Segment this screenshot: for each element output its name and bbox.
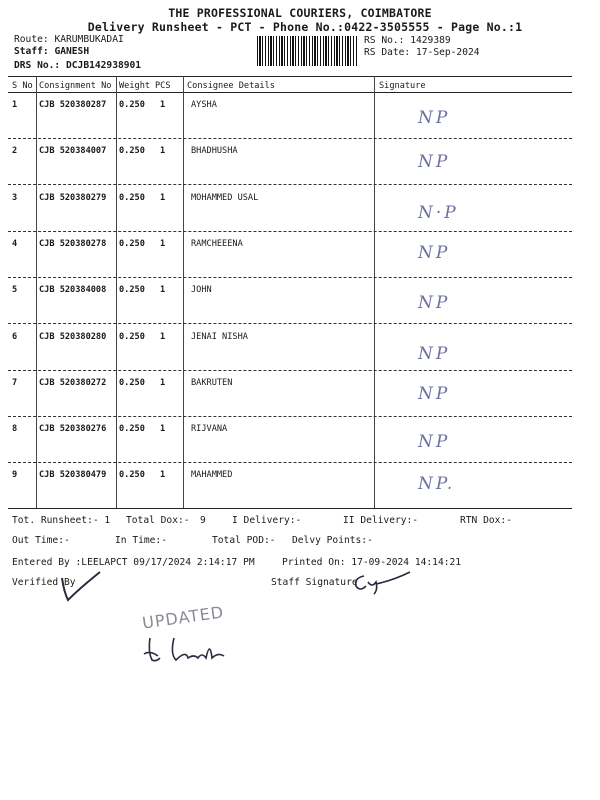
- staff-signature-label: Staff Signature: [271, 577, 358, 588]
- row-separator: [8, 231, 572, 232]
- row-signature: NP: [418, 343, 451, 364]
- rtn-dox: RTN Dox:-: [460, 515, 512, 526]
- row-separator: [8, 184, 572, 185]
- row-weight: 0.250: [119, 238, 145, 249]
- row-consignee: MOHAMMED USAL: [191, 192, 259, 203]
- row-consignee: BAKRUTEN: [191, 377, 233, 388]
- row-separator: [8, 370, 572, 371]
- row-weight: 0.250: [119, 146, 145, 157]
- route-value: KARUMBUKADAI: [54, 34, 124, 45]
- verified-by: Verified By: [12, 577, 76, 588]
- table-top-border: [8, 76, 572, 77]
- row-consignee: BHADHUSHA: [191, 146, 238, 157]
- row-sno: 7: [12, 377, 18, 388]
- row-signature: NP: [418, 293, 451, 314]
- staff-signature: [350, 568, 414, 596]
- row-weight: 0.250: [119, 192, 145, 203]
- row-weight: 0.250: [119, 377, 145, 388]
- in-time: In Time:-: [115, 535, 167, 546]
- printed-on: Printed On: 17-09-2024 14:14:21: [282, 557, 462, 568]
- row-separator: [8, 323, 572, 324]
- row-consignee: RAMCHEEENA: [191, 238, 243, 249]
- row-consignment: CJB 520380276: [39, 424, 107, 435]
- total-pod: Total POD:-: [212, 535, 276, 546]
- row-pcs: 1: [160, 100, 166, 110]
- stamp-signature: [140, 632, 230, 668]
- row-signature: NP: [418, 242, 451, 263]
- row-signature: NP: [418, 432, 451, 453]
- row-weight: 0.250: [119, 470, 145, 481]
- rs-date-value: 17-Sep-2024: [416, 47, 480, 58]
- row-weight: 0.250: [119, 331, 145, 342]
- rs-date-label: RS Date:: [364, 47, 411, 58]
- barcode: [257, 36, 357, 66]
- delvy-points: Delvy Points:-: [292, 535, 373, 546]
- row-sno: 3: [12, 192, 18, 203]
- route-label: Route:: [14, 34, 49, 45]
- staff-row: [14, 46, 89, 57]
- row-consignee: MAHAMMED: [191, 470, 233, 481]
- col-header-pcs: PCS: [155, 81, 171, 91]
- col-divider: [36, 76, 37, 508]
- total-dox-value: 9: [200, 515, 206, 526]
- row-pcs: 1: [160, 377, 166, 388]
- row-pcs: 1: [160, 331, 166, 342]
- col-divider: [374, 76, 375, 508]
- rs-no-value: 1429389: [410, 35, 451, 46]
- row-signature: N·P: [418, 202, 459, 223]
- staff-value: GANESH: [54, 46, 90, 57]
- row-sno: 5: [12, 285, 18, 296]
- table-header-border: [8, 92, 572, 93]
- row-sno: 6: [12, 331, 18, 342]
- row-signature: NP: [418, 383, 451, 404]
- out-time: Out Time:-: [12, 535, 70, 546]
- table-bottom-border: [8, 508, 572, 509]
- col-divider: [116, 76, 117, 508]
- ii-delivery: II Delivery:-: [343, 515, 419, 526]
- row-pcs: 1: [160, 470, 166, 481]
- staff-label: Staff:: [14, 46, 49, 57]
- row-consignment: CJB 520380272: [39, 377, 107, 388]
- row-sno: 2: [12, 146, 18, 157]
- drs-value: DCJB142938901: [66, 60, 142, 71]
- row-pcs: 1: [160, 192, 166, 203]
- company-title: THE PROFESSIONAL COURIERS, COIMBATORE: [168, 6, 432, 20]
- drs-label: DRS No.:: [14, 60, 61, 71]
- row-consignee: JENAI NISHA: [191, 331, 248, 342]
- tot-runsheet: Tot. Runsheet:- 1: [12, 515, 111, 526]
- row-pcs: 1: [160, 146, 166, 157]
- col-header-sno: S No: [12, 81, 33, 91]
- row-consignment: CJB 520380279: [39, 192, 107, 203]
- row-consignment: CJB 520384007: [39, 146, 107, 157]
- verified-signature: [56, 568, 106, 608]
- row-consignment: CJB 520380280: [39, 331, 107, 342]
- i-delivery: I Delivery:-: [232, 515, 302, 526]
- row-consignee: AYSHA: [191, 100, 217, 110]
- row-pcs: 1: [160, 424, 166, 435]
- row-consignment: CJB 520380278: [39, 238, 107, 249]
- row-consignment: CJB 520384008: [39, 285, 107, 296]
- col-header-consignee: Consignee Details: [187, 81, 275, 91]
- row-sno: 1: [12, 100, 18, 110]
- row-separator: [8, 277, 572, 278]
- col-header-weight: Weight: [119, 81, 151, 91]
- row-consignee: JOHN: [191, 285, 212, 296]
- row-consignment: CJB 520380287: [39, 100, 107, 110]
- rs-no-label: RS No.:: [364, 35, 405, 46]
- col-header-signature: Signature: [379, 81, 426, 91]
- route-row: [14, 34, 124, 45]
- drs-row: [14, 60, 141, 71]
- rs-no-row: [364, 35, 451, 46]
- row-sno: 8: [12, 424, 18, 435]
- total-dox-label: Total Dox:-: [126, 515, 190, 526]
- row-weight: 0.250: [119, 285, 145, 296]
- row-weight: 0.250: [119, 424, 145, 435]
- row-separator: [8, 138, 572, 139]
- row-signature: NP: [418, 152, 451, 173]
- row-pcs: 1: [160, 238, 166, 249]
- updated-stamp: UPDATED: [141, 602, 226, 633]
- row-pcs: 1: [160, 285, 166, 296]
- row-signature: NP: [418, 108, 451, 128]
- row-consignee: RIJVANA: [191, 424, 228, 435]
- col-header-consignment: Consignment No: [39, 81, 112, 91]
- row-sno: 4: [12, 238, 18, 249]
- col-divider: [183, 76, 184, 508]
- row-separator: [8, 462, 572, 463]
- row-signature: NP.: [418, 474, 456, 495]
- page-title: Delivery Runsheet - PCT - Phone No.:0422-3505555 - Page No.:1: [87, 20, 523, 34]
- row-separator: [8, 416, 572, 417]
- row-weight: 0.250: [119, 100, 145, 110]
- row-consignment: CJB 520380479: [39, 470, 107, 481]
- row-sno: 9: [12, 470, 18, 481]
- rs-date-row: [364, 47, 480, 58]
- entered-by: Entered By :LEELAPCT 09/17/2024 2:14:17 PM: [12, 557, 255, 568]
